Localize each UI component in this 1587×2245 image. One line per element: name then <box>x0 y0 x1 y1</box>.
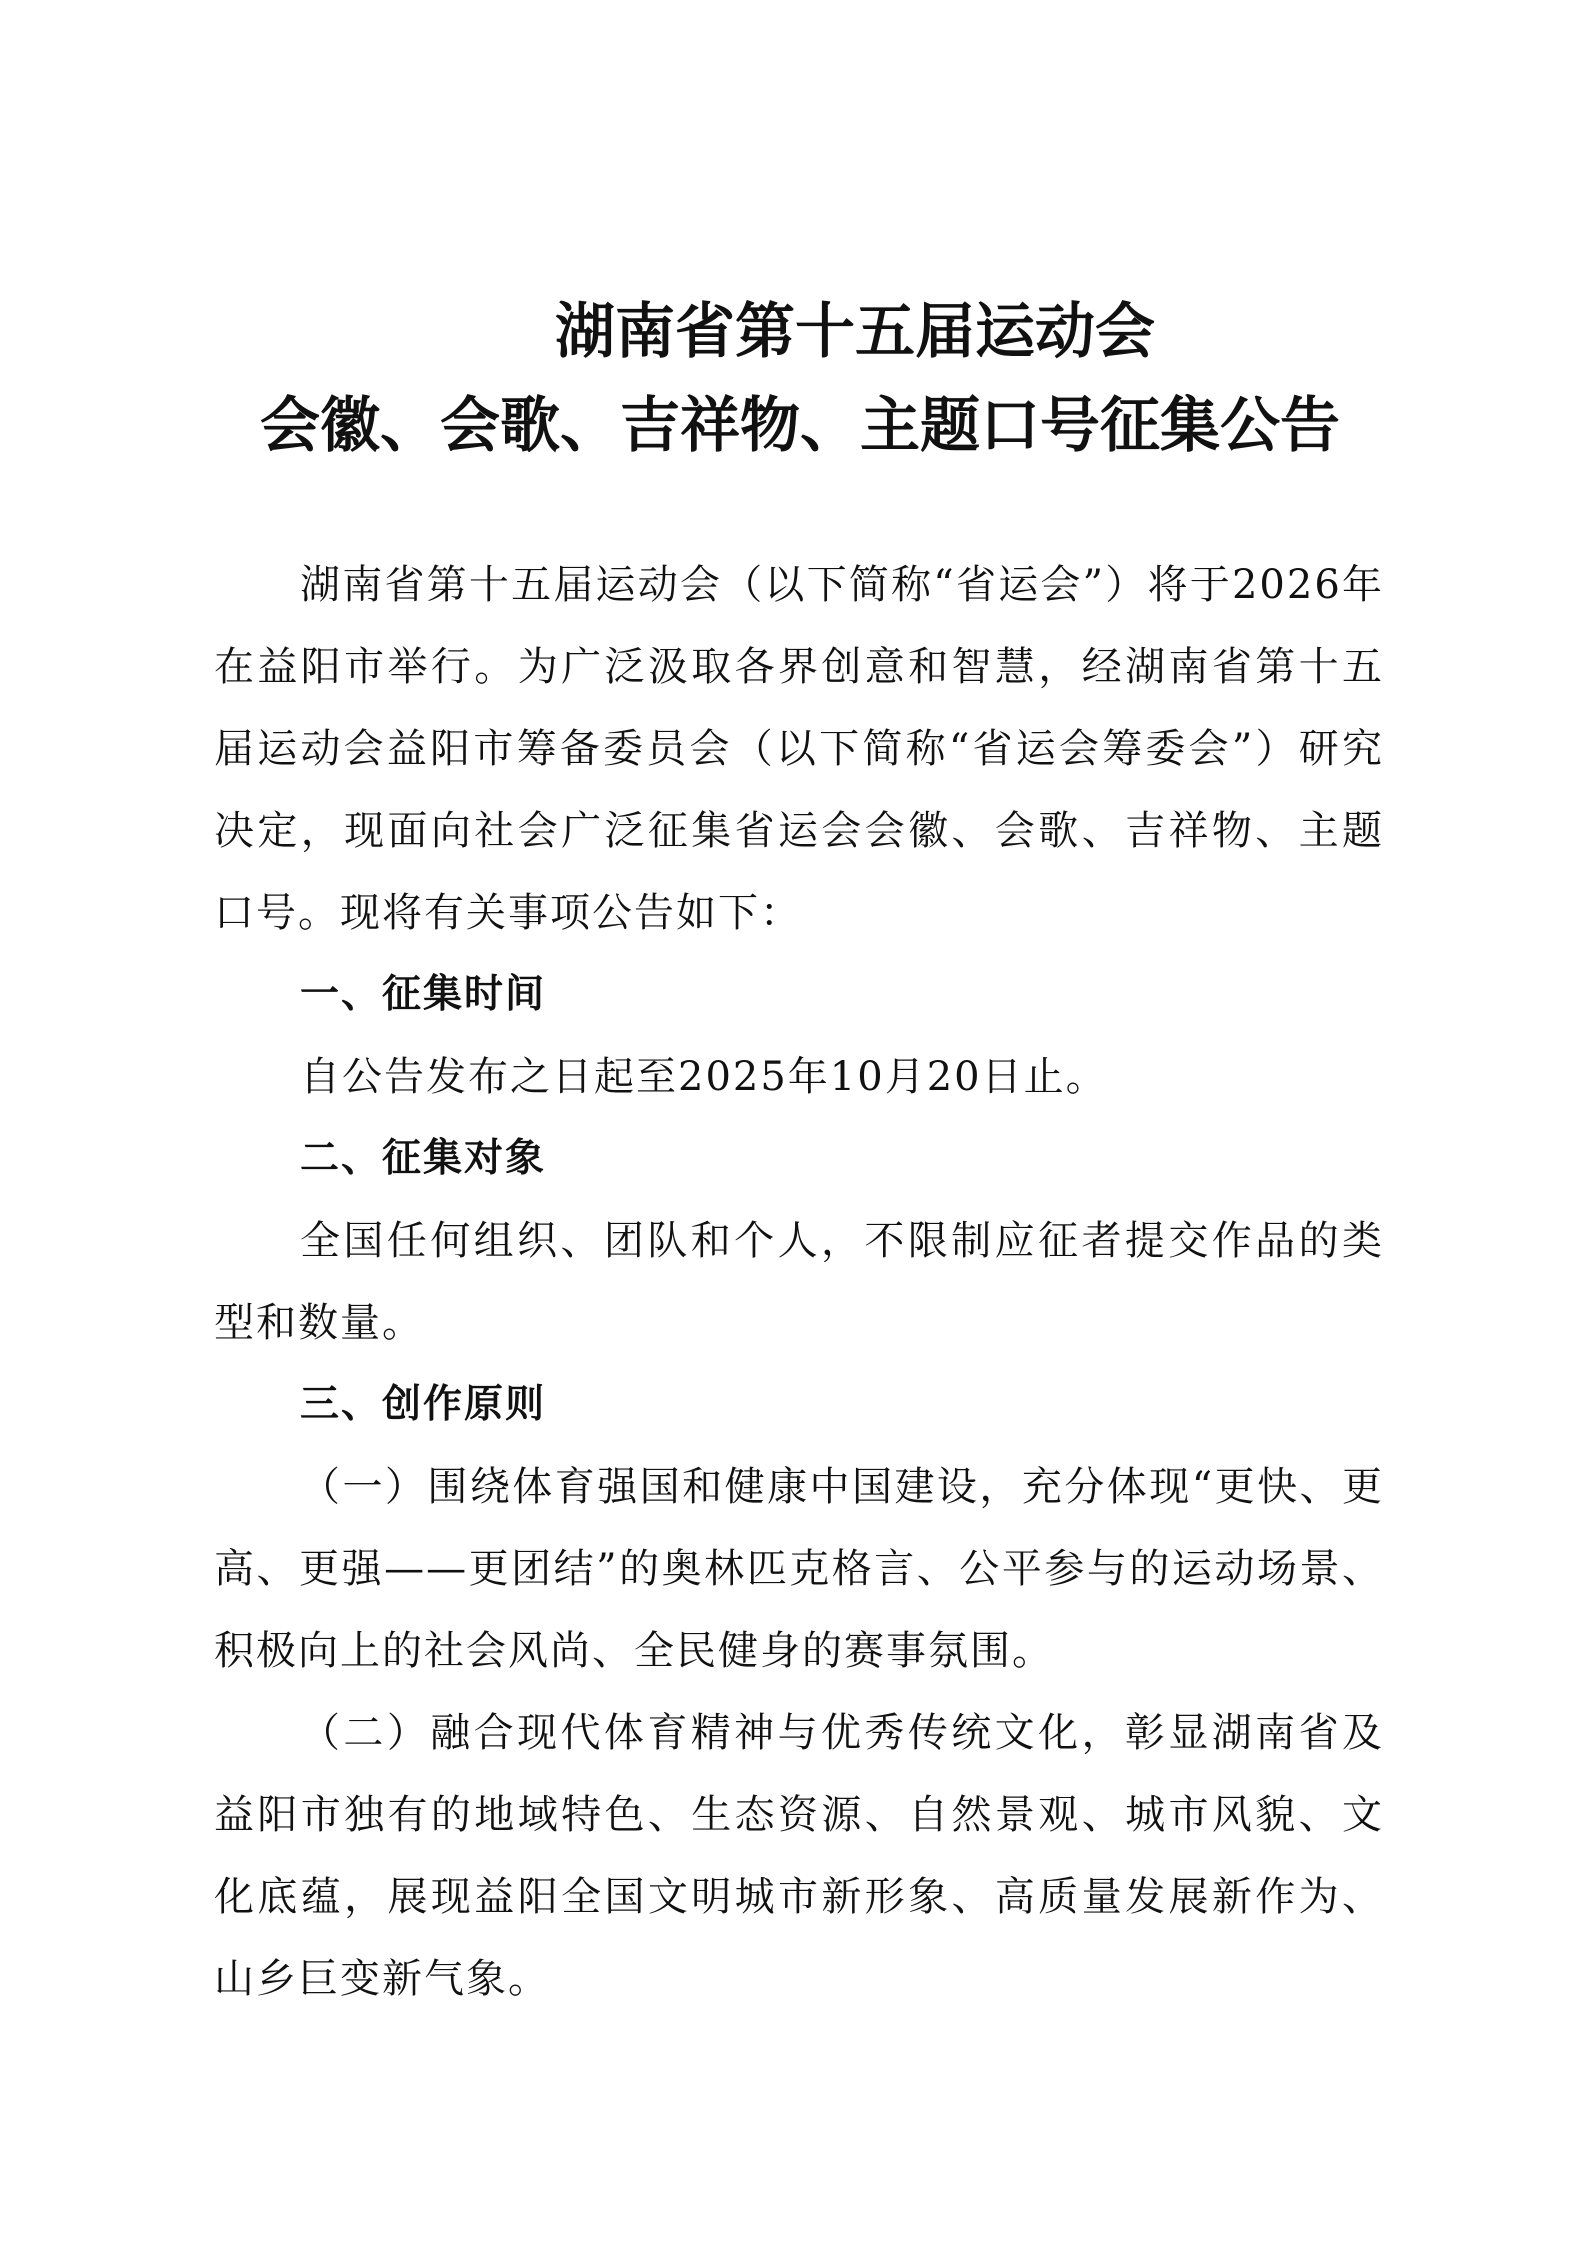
document-body <box>214 544 1384 2020</box>
section-heading: 一、征集时间 <box>300 972 547 1017</box>
document-title-line2: 会徽、会歌、吉祥物、主题口号征集公告 <box>260 391 1340 461</box>
section-paragraph: （一）围绕体育强国和健康中国建设，充分体现“更快、更高、更强——更团结”的奥林匹克格言、公平参与的运动场景、积极向上的社会风尚、全民健身的赛事氛围。 <box>214 1464 1384 1674</box>
section-paragraph: 自公告发布之日起至2025年10月20日止。 <box>300 1054 1108 1100</box>
intro-paragraph: 湖南省第十五届运动会（以下简称“省运会”）将于2026年在益阳市举行。为广泛汲取各界创意和智慧，经湖南省第十五届运动会益阳市筹备委员会（以下简称“省运会筹委会”）研究决定，现面向社会广泛征集省运会会徽、会歌、吉祥物、主题口号。现将有关事项公告如下： <box>214 562 1384 936</box>
section-paragraph: （二）融合现代体育精神与优秀传统文化，彰显湖南省及益阳市独有的地域特色、生态资源、自然景观、城市风貌、文化底蕴，展现益阳全国文明城市新形象、高质量发展新作为、山乡巨变新气象。 <box>214 1710 1384 2002</box>
document-title-line1: 湖南省第十五届运动会 <box>555 297 1155 367</box>
section-heading: 二、征集对象 <box>300 1136 547 1181</box>
section-paragraph: 全国任何组织、团队和个人，不限制应征者提交作品的类型和数量。 <box>214 1218 1384 1346</box>
section-heading: 三、创作原则 <box>300 1382 547 1427</box>
